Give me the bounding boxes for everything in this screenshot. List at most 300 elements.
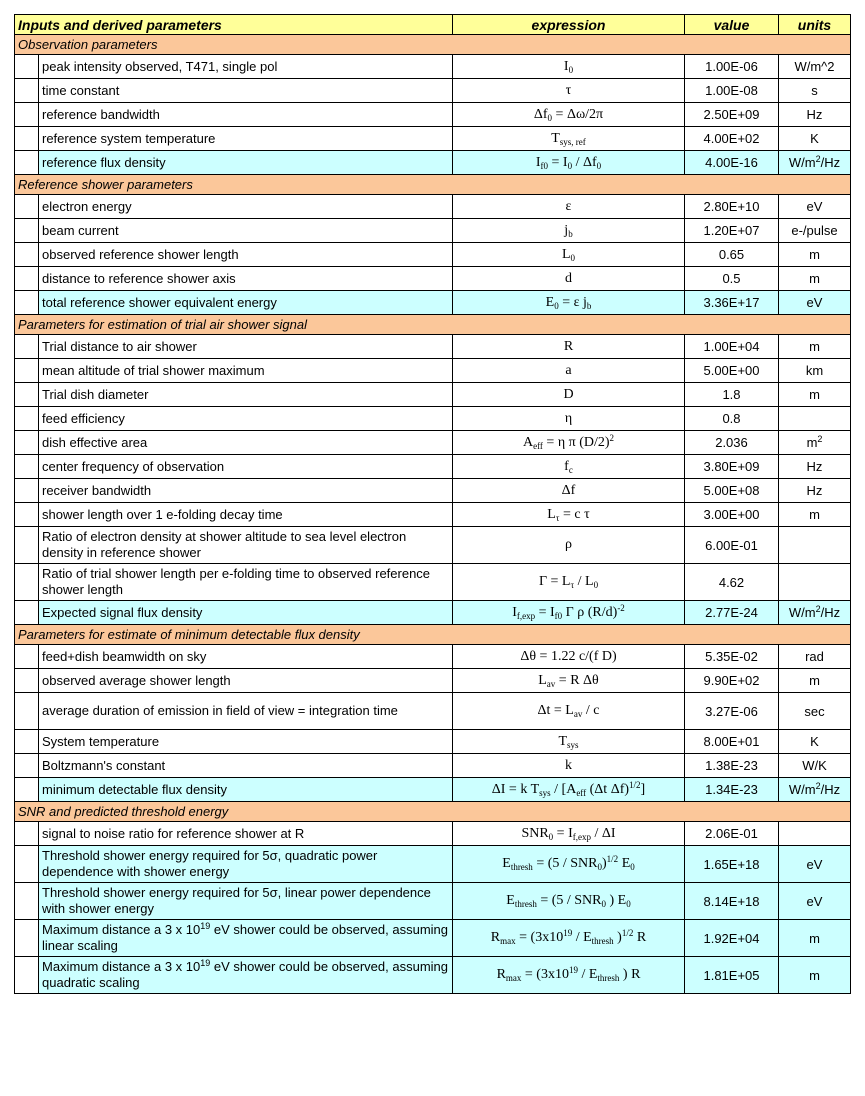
- parameter-value: 3.36E+17: [685, 291, 779, 315]
- parameters-table: [14, 14, 851, 994]
- subscript: b: [586, 300, 592, 311]
- subscript: thresh: [510, 862, 533, 872]
- parameter-value: 9.90E+02: [685, 669, 779, 693]
- row-gutter: [15, 151, 39, 175]
- parameter-units: [779, 243, 851, 267]
- text-run: km: [805, 363, 824, 378]
- text-run: K: [810, 131, 819, 146]
- text-run: eV: [806, 295, 823, 310]
- row-gutter: [15, 479, 39, 503]
- row-gutter: [15, 455, 39, 479]
- parameter-units: [779, 730, 851, 754]
- parameter-expression: [453, 195, 685, 219]
- parameter-units: [779, 127, 851, 151]
- table-row: [15, 669, 851, 693]
- parameter-value: 2.50E+09: [685, 103, 779, 127]
- text-run: eV shower could be observed, assuming linear scaling: [42, 922, 448, 953]
- row-gutter: [15, 920, 39, 957]
- text-run: Γ = L: [538, 574, 571, 589]
- subscript: 0: [593, 580, 599, 590]
- text-run: I: [563, 58, 569, 74]
- subscript: 0: [570, 252, 576, 263]
- text-run: rad: [805, 649, 824, 664]
- text-run: Hz: [806, 107, 823, 122]
- parameter-value: 2.80E+10: [685, 195, 779, 219]
- text-run: T: [551, 130, 560, 146]
- parameter-units: [779, 822, 851, 846]
- table-row: [15, 846, 851, 883]
- section-title: Reference shower parameters: [15, 175, 851, 195]
- table-row: [15, 431, 851, 455]
- parameter-label: average duration of emission in field of view = integration time: [39, 693, 453, 730]
- parameter-expression: [453, 243, 685, 267]
- superscript: 2: [815, 781, 821, 791]
- parameter-label: feed efficiency: [39, 407, 453, 431]
- parameter-expression: [453, 669, 685, 693]
- subscript: τ: [555, 512, 560, 523]
- text-run: L: [561, 246, 571, 262]
- text-run: = I: [535, 604, 555, 620]
- section-header-row: [15, 175, 851, 195]
- subscript: eff: [533, 440, 543, 451]
- text-run: / L: [574, 574, 594, 589]
- parameter-units: [779, 267, 851, 291]
- parameter-label: signal to noise ratio for reference shower at R: [39, 822, 453, 846]
- text-run: R: [633, 930, 647, 945]
- subscript: 0: [567, 160, 573, 171]
- parameter-expression: [453, 503, 685, 527]
- text-run: j: [564, 222, 569, 238]
- subscript: 0: [597, 862, 602, 872]
- superscript: 19: [200, 958, 211, 968]
- parameter-expression: [453, 527, 685, 564]
- text-run: / c: [582, 703, 600, 718]
- parameter-label: reference system temperature: [39, 127, 453, 151]
- section-header-row: [15, 315, 851, 335]
- subscript: 0: [626, 899, 631, 909]
- text-run: = ε j: [558, 294, 587, 310]
- parameter-value: 3.00E+00: [685, 503, 779, 527]
- parameter-value: 4.00E+02: [685, 127, 779, 151]
- superscript: 1/2: [621, 928, 634, 938]
- row-gutter: [15, 383, 39, 407]
- text-run: d: [565, 270, 572, 286]
- text-run: A: [522, 434, 534, 450]
- parameter-units: [779, 103, 851, 127]
- superscript: 2: [817, 434, 823, 444]
- table-row: [15, 754, 851, 778]
- row-gutter: [15, 957, 39, 994]
- text-run: m: [806, 435, 818, 450]
- subscript: f,exp: [572, 831, 591, 842]
- subscript: max: [500, 936, 516, 946]
- table-row: [15, 151, 851, 175]
- parameter-expression: [453, 219, 685, 243]
- superscript: 1/2: [606, 854, 619, 864]
- text-run: eV shower could be observed, assuming quadratic scaling: [42, 959, 448, 990]
- text-run: Δθ = 1.22 c/(f D): [520, 648, 617, 664]
- parameter-label: mean altitude of trial shower maximum: [39, 359, 453, 383]
- parameter-units: [779, 407, 851, 431]
- row-gutter: [15, 267, 39, 291]
- table-row: [15, 479, 851, 503]
- parameter-label: shower length over 1 e-folding decay time: [39, 503, 453, 527]
- parameter-units: [779, 455, 851, 479]
- table-row: [15, 55, 851, 79]
- row-gutter: [15, 219, 39, 243]
- text-run: m: [809, 930, 820, 946]
- parameter-expression: [453, 79, 685, 103]
- subscript: 0: [630, 862, 635, 872]
- subscript: av: [573, 709, 583, 719]
- table-row: [15, 503, 851, 527]
- row-gutter: [15, 503, 39, 527]
- table-row: [15, 127, 851, 151]
- text-run: /Hz: [820, 155, 841, 170]
- row-gutter: [15, 601, 39, 625]
- text-run: R: [490, 930, 501, 945]
- text-run: D: [563, 386, 574, 402]
- parameter-value: 2.06E-01: [685, 822, 779, 846]
- parameter-expression: [453, 267, 685, 291]
- subscript: sys: [539, 787, 551, 798]
- subscript: av: [546, 678, 556, 689]
- subscript: 0: [548, 831, 554, 842]
- text-run: / [A: [550, 781, 577, 797]
- parameter-label: center frequency of observation: [39, 455, 453, 479]
- parameter-value: 1.34E-23: [685, 778, 779, 802]
- parameter-label: Boltzmann's constant: [39, 754, 453, 778]
- section-title: SNR and predicted threshold energy: [15, 802, 851, 822]
- row-gutter: [15, 883, 39, 920]
- parameter-value: 5.35E-02: [685, 645, 779, 669]
- parameter-label: receiver bandwidth: [39, 479, 453, 503]
- text-run: e-/pulse: [791, 223, 838, 238]
- parameter-value: 4.62: [685, 564, 779, 601]
- text-run: m: [809, 507, 820, 522]
- row-gutter: [15, 335, 39, 359]
- text-run: ) R: [619, 967, 641, 982]
- table-row: [15, 195, 851, 219]
- text-run: / E: [577, 967, 598, 982]
- text-run: ΔI = k T: [491, 781, 540, 797]
- parameter-units: [779, 79, 851, 103]
- subscript: f,exp: [516, 610, 536, 621]
- text-run: E: [506, 893, 515, 908]
- parameter-units: [779, 151, 851, 175]
- text-run: = η π (D/2): [542, 434, 610, 450]
- row-gutter: [15, 103, 39, 127]
- parameter-units: [779, 359, 851, 383]
- parameter-value: 1.92E+04: [685, 920, 779, 957]
- parameter-units: [779, 479, 851, 503]
- text-run: Maximum distance a 3 x 10: [42, 959, 201, 974]
- parameter-value: 6.00E-01: [685, 527, 779, 564]
- parameter-label: [39, 846, 453, 883]
- text-run: W/K: [802, 758, 827, 773]
- parameter-value: 4.00E-16: [685, 151, 779, 175]
- parameter-expression: [453, 730, 685, 754]
- text-run: Δt = L: [537, 703, 574, 718]
- header-expression: expression: [453, 15, 685, 35]
- text-run: a: [565, 362, 572, 378]
- parameter-units: [779, 503, 851, 527]
- parameter-label: Expected signal flux density: [39, 601, 453, 625]
- text-run: sec: [804, 703, 825, 719]
- text-run: = (5 / SNR: [536, 893, 602, 908]
- subscript: 0: [568, 64, 574, 75]
- section-title: Parameters for estimation of trial air shower signal: [15, 315, 851, 335]
- table-row: [15, 359, 851, 383]
- table-row: [15, 335, 851, 359]
- table-row: [15, 219, 851, 243]
- parameter-label: Ratio of electron density at shower altitude to sea level electron density in reference shower: [39, 527, 453, 564]
- parameter-label: distance to reference shower axis: [39, 267, 453, 291]
- text-run: T: [558, 733, 568, 749]
- text-run: Hz: [806, 459, 823, 474]
- text-run: ): [613, 930, 622, 945]
- parameter-value: 2.77E-24: [685, 601, 779, 625]
- row-gutter: [15, 127, 39, 151]
- table-row: [15, 455, 851, 479]
- parameter-label: [39, 920, 453, 957]
- parameter-expression: [453, 645, 685, 669]
- subscript: eff: [576, 787, 587, 798]
- parameter-value: 1.81E+05: [685, 957, 779, 994]
- parameter-label: peak intensity observed, T471, single pol: [39, 55, 453, 79]
- text-run: = I: [548, 154, 568, 170]
- table-row: [15, 957, 851, 994]
- subscript: c: [568, 464, 573, 475]
- text-run: m: [809, 339, 820, 354]
- parameter-label: total reference shower equivalent energy: [39, 291, 453, 315]
- parameter-value: 1.00E+04: [685, 335, 779, 359]
- section-header-row: [15, 35, 851, 55]
- text-run: ) E: [606, 893, 627, 908]
- superscript: 19: [200, 921, 211, 931]
- parameter-value: 1.20E+07: [685, 219, 779, 243]
- parameter-units: [779, 920, 851, 957]
- text-run: R: [496, 967, 506, 982]
- parameter-expression: [453, 693, 685, 730]
- text-run: W/m^2: [794, 59, 835, 74]
- parameter-expression: [453, 754, 685, 778]
- table-row: [15, 645, 851, 669]
- text-run: Hz: [806, 483, 823, 498]
- parameter-units: [779, 693, 851, 730]
- table-row: [15, 291, 851, 315]
- table-row: [15, 79, 851, 103]
- parameters-table-body: [15, 15, 851, 994]
- text-run: s: [811, 83, 818, 98]
- parameter-expression: [453, 846, 685, 883]
- parameter-value: 1.8: [685, 383, 779, 407]
- parameter-value: 1.65E+18: [685, 846, 779, 883]
- superscript: 1/2: [629, 779, 641, 790]
- parameter-units: [779, 219, 851, 243]
- row-gutter: [15, 291, 39, 315]
- text-run: = Δω/2π: [552, 106, 604, 122]
- parameter-units: [779, 883, 851, 920]
- text-run: m: [809, 271, 820, 286]
- parameter-units: [779, 645, 851, 669]
- table-row: [15, 267, 851, 291]
- parameter-expression: [453, 55, 685, 79]
- superscript: 19: [568, 965, 578, 975]
- parameter-units: [779, 527, 851, 564]
- superscript: 2: [815, 604, 821, 614]
- parameter-label: minimum detectable flux density: [39, 778, 453, 802]
- section-header-row: [15, 802, 851, 822]
- parameter-label: [39, 957, 453, 994]
- table-row: [15, 778, 851, 802]
- parameter-expression: [453, 291, 685, 315]
- parameter-units: [779, 383, 851, 407]
- section-title: Parameters for estimate of minimum detectable flux density: [15, 625, 851, 645]
- text-run: L: [538, 672, 547, 688]
- header-label: Inputs and derived parameters: [15, 15, 453, 35]
- subscript: max: [505, 973, 522, 983]
- text-run: η: [564, 410, 573, 426]
- text-run: m: [809, 967, 820, 983]
- parameter-expression: [453, 479, 685, 503]
- parameter-units: [779, 335, 851, 359]
- parameter-expression: [453, 103, 685, 127]
- row-gutter: [15, 243, 39, 267]
- superscript: 19: [563, 928, 573, 938]
- parameter-units: [779, 754, 851, 778]
- parameter-label: reference flux density: [39, 151, 453, 175]
- subscript: thresh: [514, 899, 537, 909]
- table-row: [15, 920, 851, 957]
- text-run: ε: [565, 198, 572, 214]
- parameter-label: System temperature: [39, 730, 453, 754]
- subscript: 0: [554, 300, 559, 311]
- text-run: (Δt Δf): [586, 781, 630, 797]
- parameter-expression: [453, 383, 685, 407]
- subscript: 0: [547, 112, 553, 123]
- parameter-expression: [453, 431, 685, 455]
- text-run: I: [512, 604, 517, 620]
- table-row: [15, 730, 851, 754]
- header-units: units: [779, 15, 851, 35]
- table-row: [15, 693, 851, 730]
- row-gutter: [15, 846, 39, 883]
- parameter-units: [779, 669, 851, 693]
- parameter-expression: [453, 601, 685, 625]
- parameter-label: Trial dish diameter: [39, 383, 453, 407]
- text-run: = R Δθ: [555, 672, 599, 688]
- section-header-row: [15, 625, 851, 645]
- row-gutter: [15, 669, 39, 693]
- table-row: [15, 383, 851, 407]
- parameter-value: 0.5: [685, 267, 779, 291]
- row-gutter: [15, 527, 39, 564]
- row-gutter: [15, 407, 39, 431]
- text-run: m: [809, 387, 820, 402]
- parameter-expression: [453, 822, 685, 846]
- subscript: sys: [567, 739, 579, 750]
- table-row: [15, 407, 851, 431]
- section-title: Observation parameters: [15, 35, 851, 55]
- text-run: W/m: [788, 605, 816, 620]
- row-gutter: [15, 693, 39, 730]
- row-gutter: [15, 564, 39, 601]
- parameter-value: 0.8: [685, 407, 779, 431]
- text-run: m: [809, 247, 820, 262]
- parameter-value: 0.65: [685, 243, 779, 267]
- parameter-units: [779, 195, 851, 219]
- text-run: I: [535, 154, 541, 170]
- table-header-row: [15, 15, 851, 35]
- superscript: 2: [815, 154, 821, 164]
- text-run: f: [564, 458, 569, 474]
- parameter-units: [779, 957, 851, 994]
- table-row: [15, 883, 851, 920]
- row-gutter: [15, 195, 39, 219]
- parameter-label: observed reference shower length: [39, 243, 453, 267]
- subscript: b: [568, 228, 573, 239]
- text-run: Maximum distance a 3 x 10: [42, 922, 201, 937]
- parameter-label: Trial distance to air shower: [39, 335, 453, 359]
- parameter-expression: [453, 920, 685, 957]
- text-run: L: [547, 506, 556, 522]
- parameter-value: 5.00E+08: [685, 479, 779, 503]
- text-run: /Hz: [820, 782, 841, 797]
- text-run: ]: [640, 781, 646, 797]
- parameter-units: [779, 601, 851, 625]
- row-gutter: [15, 754, 39, 778]
- table-row: [15, 103, 851, 127]
- text-run: = (3x10: [515, 930, 564, 945]
- parameter-label: beam current: [39, 219, 453, 243]
- parameter-label: observed average shower length: [39, 669, 453, 693]
- parameter-label: dish effective area: [39, 431, 453, 455]
- parameter-label: Ratio of trial shower length per e-folding time to observed reference shower length: [39, 564, 453, 601]
- row-gutter: [15, 645, 39, 669]
- table-row: [15, 527, 851, 564]
- text-run: = (5 / SNR: [532, 856, 598, 871]
- parameter-units: [779, 778, 851, 802]
- parameter-units: [779, 846, 851, 883]
- parameter-expression: [453, 407, 685, 431]
- text-run: E: [502, 856, 511, 871]
- parameter-expression: [453, 359, 685, 383]
- text-run: E: [545, 294, 555, 310]
- parameter-expression: [453, 335, 685, 359]
- parameter-value: 1.00E-06: [685, 55, 779, 79]
- parameter-units: [779, 564, 851, 601]
- parameter-expression: [453, 564, 685, 601]
- parameter-expression: [453, 127, 685, 151]
- text-run: W/m: [788, 155, 816, 170]
- parameter-label: electron energy: [39, 195, 453, 219]
- text-run: eV: [806, 199, 823, 214]
- parameter-label: feed+dish beamwidth on sky: [39, 645, 453, 669]
- text-run: W/m: [788, 782, 816, 797]
- parameter-value: 1.38E-23: [685, 754, 779, 778]
- subscript: 0: [601, 899, 607, 909]
- parameter-expression: [453, 778, 685, 802]
- text-run: eV: [806, 856, 823, 872]
- row-gutter: [15, 359, 39, 383]
- parameter-units: [779, 55, 851, 79]
- parameter-value: 1.00E-08: [685, 79, 779, 103]
- table-row: [15, 564, 851, 601]
- parameter-value: 8.14E+18: [685, 883, 779, 920]
- row-gutter: [15, 55, 39, 79]
- parameter-label: reference bandwidth: [39, 103, 453, 127]
